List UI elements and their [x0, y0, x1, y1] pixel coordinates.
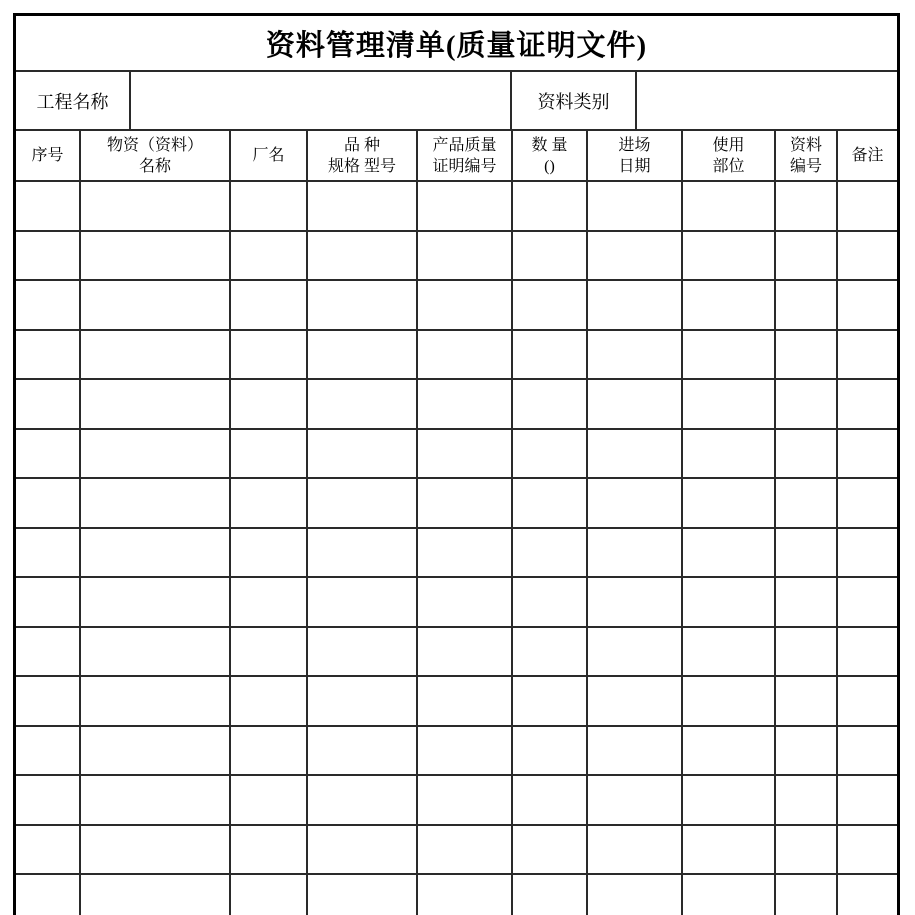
table-cell-doc-no — [775, 231, 837, 281]
table-cell-seq — [16, 726, 80, 776]
table-cell-quality-cert-no — [417, 726, 512, 776]
info-row — [16, 72, 897, 131]
table-cell-usage-part — [682, 775, 775, 825]
table-cell-material-name — [80, 429, 230, 479]
table-cell-quality-cert-no — [417, 676, 512, 726]
table-cell-factory-name — [230, 775, 307, 825]
table-row — [16, 577, 897, 627]
table-cell-quality-cert-no — [417, 231, 512, 281]
table-row — [16, 874, 897, 915]
table-cell-factory-name — [230, 825, 307, 875]
table-cell-quality-cert-no — [417, 330, 512, 380]
table-cell-quantity — [512, 825, 587, 875]
table-row — [16, 231, 897, 281]
table-cell-spec-model — [307, 330, 417, 380]
table-cell-spec-model — [307, 627, 417, 677]
table-cell-factory-name — [230, 330, 307, 380]
table-cell-quality-cert-no — [417, 181, 512, 231]
table-cell-seq — [16, 577, 80, 627]
col-header-doc-no — [775, 131, 837, 181]
table-cell-entry-date — [587, 726, 682, 776]
table-cell-usage-part — [682, 627, 775, 677]
table-cell-usage-part — [682, 874, 775, 915]
table-cell-material-name — [80, 775, 230, 825]
table-cell-spec-model — [307, 528, 417, 578]
table-cell-seq — [16, 379, 80, 429]
table-cell-quantity — [512, 478, 587, 528]
table-cell-usage-part — [682, 577, 775, 627]
table-cell-entry-date — [587, 775, 682, 825]
col-header-seq — [16, 131, 80, 181]
table-cell-remarks — [837, 528, 897, 578]
table-cell-entry-date — [587, 676, 682, 726]
col-header-label: 名称 — [138, 157, 171, 175]
table-cell-usage-part — [682, 181, 775, 231]
table-cell-entry-date — [587, 330, 682, 380]
table-cell-factory-name — [230, 528, 307, 578]
data-category-value-cell — [637, 72, 897, 129]
table-cell-seq — [16, 825, 80, 875]
col-header-label: 编号 — [789, 157, 822, 175]
table-cell-material-name — [80, 181, 230, 231]
table-cell-usage-part — [682, 528, 775, 578]
table-cell-factory-name — [230, 577, 307, 627]
col-header-label: 产品质量 — [432, 136, 497, 154]
table-cell-remarks — [837, 478, 897, 528]
col-header-label: 日期 — [618, 157, 651, 175]
table-cell-quantity — [512, 577, 587, 627]
table-cell-doc-no — [775, 874, 837, 915]
table-cell-remarks — [837, 280, 897, 330]
table-cell-remarks — [837, 231, 897, 281]
table-cell-remarks — [837, 379, 897, 429]
col-header-quality-cert-no — [417, 131, 512, 181]
table-cell-quantity — [512, 231, 587, 281]
table-row — [16, 429, 897, 479]
col-header-label: 品 种 — [343, 136, 380, 154]
table-cell-usage-part — [682, 478, 775, 528]
table-cell-spec-model — [307, 181, 417, 231]
data-category-label: 资料类别 — [512, 72, 637, 129]
table-cell-entry-date — [587, 429, 682, 479]
table-cell-factory-name — [230, 478, 307, 528]
col-header-label: 资料 — [789, 136, 822, 154]
table-row — [16, 181, 897, 231]
table-row — [16, 379, 897, 429]
table-cell-doc-no — [775, 676, 837, 726]
table-cell-doc-no — [775, 726, 837, 776]
table-cell-entry-date — [587, 280, 682, 330]
table-cell-doc-no — [775, 280, 837, 330]
table-cell-usage-part — [682, 825, 775, 875]
table-cell-spec-model — [307, 874, 417, 915]
col-header-label: 厂名 — [252, 147, 285, 164]
table-cell-quality-cert-no — [417, 379, 512, 429]
table-cell-seq — [16, 775, 80, 825]
table-cell-material-name — [80, 280, 230, 330]
table-cell-remarks — [837, 577, 897, 627]
table-cell-spec-model — [307, 280, 417, 330]
table-cell-spec-model — [307, 379, 417, 429]
table-cell-seq — [16, 478, 80, 528]
form-sheet — [13, 13, 900, 915]
table-cell-quality-cert-no — [417, 528, 512, 578]
col-header-label: 规格 型号 — [327, 157, 396, 175]
table-cell-seq — [16, 330, 80, 380]
table-cell-quantity — [512, 726, 587, 776]
table-cell-factory-name — [230, 627, 307, 677]
table-cell-entry-date — [587, 478, 682, 528]
table-cell-material-name — [80, 528, 230, 578]
table-cell-quantity — [512, 528, 587, 578]
table-cell-seq — [16, 627, 80, 677]
table-cell-usage-part — [682, 280, 775, 330]
table-cell-doc-no — [775, 478, 837, 528]
col-header-factory-name — [230, 131, 307, 181]
table-cell-material-name — [80, 478, 230, 528]
table-cell-usage-part — [682, 231, 775, 281]
table-cell-doc-no — [775, 627, 837, 677]
table-cell-seq — [16, 429, 80, 479]
table-cell-material-name — [80, 627, 230, 677]
table-cell-entry-date — [587, 627, 682, 677]
table-cell-spec-model — [307, 429, 417, 479]
table-cell-spec-model — [307, 231, 417, 281]
table-cell-usage-part — [682, 330, 775, 380]
table-cell-quality-cert-no — [417, 280, 512, 330]
table-cell-spec-model — [307, 726, 417, 776]
table-cell-remarks — [837, 627, 897, 677]
table-cell-factory-name — [230, 280, 307, 330]
col-header-label: 物资（资料） — [106, 136, 203, 154]
col-header-quantity — [512, 131, 587, 181]
table-cell-seq — [16, 181, 80, 231]
table-cell-remarks — [837, 330, 897, 380]
col-header-remarks — [837, 131, 897, 181]
col-header-entry-date — [587, 131, 682, 181]
table-cell-factory-name — [230, 874, 307, 915]
table-cell-quantity — [512, 874, 587, 915]
col-header-label: 序号 — [31, 147, 64, 164]
table-row — [16, 726, 897, 776]
data-table — [16, 131, 897, 915]
table-cell-quantity — [512, 775, 587, 825]
table-cell-quality-cert-no — [417, 478, 512, 528]
table-cell-quantity — [512, 379, 587, 429]
table-header-row — [16, 131, 897, 181]
col-header-usage-part — [682, 131, 775, 181]
col-header-label: 数 量 — [531, 136, 568, 154]
table-cell-usage-part — [682, 676, 775, 726]
table-cell-doc-no — [775, 775, 837, 825]
table-cell-factory-name — [230, 726, 307, 776]
table-cell-quantity — [512, 330, 587, 380]
table-cell-entry-date — [587, 231, 682, 281]
col-header-label: 进场 — [618, 136, 651, 154]
table-cell-quality-cert-no — [417, 429, 512, 479]
table-row — [16, 676, 897, 726]
table-cell-remarks — [837, 874, 897, 915]
table-cell-quality-cert-no — [417, 577, 512, 627]
table-cell-factory-name — [230, 231, 307, 281]
table-cell-doc-no — [775, 330, 837, 380]
col-header-label: () — [544, 157, 555, 175]
table-cell-quality-cert-no — [417, 775, 512, 825]
table-cell-quantity — [512, 280, 587, 330]
table-cell-factory-name — [230, 379, 307, 429]
table-cell-material-name — [80, 231, 230, 281]
table-cell-doc-no — [775, 528, 837, 578]
table-cell-remarks — [837, 181, 897, 231]
col-header-label: 备注 — [851, 147, 884, 164]
project-name-value-cell — [131, 72, 512, 129]
table-cell-doc-no — [775, 429, 837, 479]
table-cell-remarks — [837, 429, 897, 479]
table-cell-quality-cert-no — [417, 874, 512, 915]
form-title-row — [16, 16, 897, 72]
table-cell-seq — [16, 280, 80, 330]
table-cell-material-name — [80, 825, 230, 875]
table-row — [16, 825, 897, 875]
table-cell-quantity — [512, 627, 587, 677]
table-cell-quantity — [512, 429, 587, 479]
col-header-material-name — [80, 131, 230, 181]
table-cell-entry-date — [587, 181, 682, 231]
table-cell-quality-cert-no — [417, 825, 512, 875]
project-name-label: 工程名称 — [16, 72, 131, 129]
table-cell-factory-name — [230, 676, 307, 726]
table-cell-material-name — [80, 577, 230, 627]
table-cell-material-name — [80, 676, 230, 726]
form-title: 资料管理清单(质量证明文件) — [265, 29, 648, 62]
table-row — [16, 627, 897, 677]
table-cell-material-name — [80, 726, 230, 776]
table-cell-spec-model — [307, 676, 417, 726]
table-cell-entry-date — [587, 379, 682, 429]
table-cell-spec-model — [307, 775, 417, 825]
table-row — [16, 330, 897, 380]
table-cell-entry-date — [587, 528, 682, 578]
table-cell-material-name — [80, 330, 230, 380]
table-row — [16, 478, 897, 528]
table-row — [16, 280, 897, 330]
table-cell-entry-date — [587, 577, 682, 627]
table-cell-quantity — [512, 181, 587, 231]
table-cell-doc-no — [775, 379, 837, 429]
table-row — [16, 528, 897, 578]
table-cell-material-name — [80, 379, 230, 429]
table-cell-seq — [16, 874, 80, 915]
table-cell-usage-part — [682, 429, 775, 479]
col-header-label: 使用 — [712, 136, 745, 154]
table-cell-entry-date — [587, 825, 682, 875]
col-header-label: 证明编号 — [432, 157, 497, 175]
col-header-label: 部位 — [712, 157, 745, 175]
table-cell-quantity — [512, 676, 587, 726]
table-cell-spec-model — [307, 577, 417, 627]
table-cell-remarks — [837, 775, 897, 825]
table-cell-seq — [16, 676, 80, 726]
table-cell-seq — [16, 528, 80, 578]
table-row — [16, 775, 897, 825]
table-cell-doc-no — [775, 577, 837, 627]
table-cell-factory-name — [230, 429, 307, 479]
table-cell-remarks — [837, 726, 897, 776]
table-cell-seq — [16, 231, 80, 281]
table-cell-factory-name — [230, 181, 307, 231]
table-cell-doc-no — [775, 825, 837, 875]
table-cell-usage-part — [682, 726, 775, 776]
table-cell-entry-date — [587, 874, 682, 915]
table-cell-remarks — [837, 825, 897, 875]
table-cell-doc-no — [775, 181, 837, 231]
table-cell-spec-model — [307, 825, 417, 875]
table-cell-quality-cert-no — [417, 627, 512, 677]
table-cell-spec-model — [307, 478, 417, 528]
table-cell-remarks — [837, 676, 897, 726]
table-cell-material-name — [80, 874, 230, 915]
table-body — [16, 181, 897, 915]
table-cell-usage-part — [682, 379, 775, 429]
col-header-spec-model — [307, 131, 417, 181]
